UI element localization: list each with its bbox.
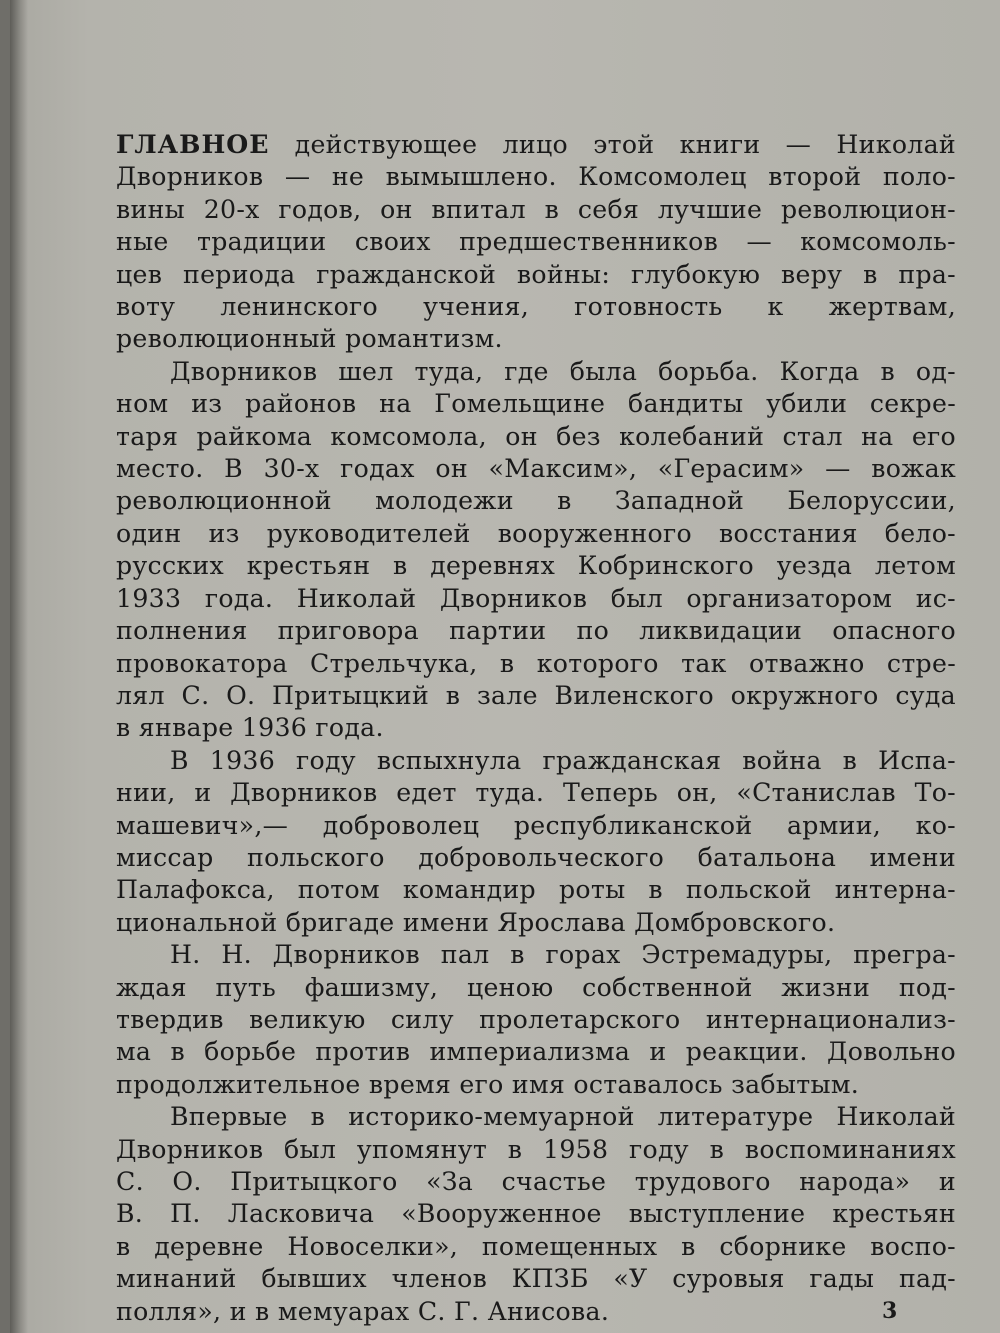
text-line: ма в борьбе против империализма и реакции. Довольно bbox=[116, 1037, 956, 1067]
paragraph-4 bbox=[116, 939, 956, 1101]
text-line: ные традиции своих предшественников — комсомоль- bbox=[116, 227, 956, 257]
text-line: Дворников — не вымышлено. Комсомолец второй поло- bbox=[116, 162, 956, 192]
text-line: миссар польского добровольческого батальона имени bbox=[116, 842, 956, 872]
text-line: лял С. О. Притыцкий в зале Виленского окружного суда bbox=[116, 680, 956, 710]
book-page bbox=[10, 0, 1000, 1333]
text-line: машевич»,— доброволец республиканской армии, ко- bbox=[116, 810, 956, 840]
text-line: нии, и Дворников едет туда. Теперь он, «Станислав То- bbox=[116, 778, 956, 808]
text-line: вины 20-х годов, он впитал в себя лучшие революцион- bbox=[116, 194, 956, 224]
text-line: провокатора Стрельчука, в которого так отважно стре- bbox=[116, 648, 956, 678]
text-line: 1933 года. Николай Дворников был организатором ис- bbox=[116, 583, 956, 613]
text-line: таря райкома комсомола, он без колебаний стал на его bbox=[116, 421, 956, 451]
paragraph-5 bbox=[116, 1101, 956, 1328]
text-line: Н. Н. Дворников пал в горах Эстремадуры, прегра- bbox=[170, 940, 956, 970]
text-line: революционной молодежи в Западной Белоруссии, bbox=[116, 486, 956, 516]
text-line: место. В 30-х годах он «Максим», «Герасим» — вожак bbox=[116, 454, 956, 484]
text-line: В 1936 году вспыхнула гражданская война в Испа- bbox=[170, 745, 956, 775]
paragraph-2 bbox=[116, 356, 956, 745]
page-binding-edge bbox=[10, 0, 28, 1333]
text-line: в январе 1936 года. bbox=[116, 713, 384, 743]
text-line: С. О. Притыцкого «За счастье трудового народа» и bbox=[116, 1167, 956, 1196]
text-line: полнения приговора партии по ликвидации опасного bbox=[116, 616, 956, 646]
text-line: Дворников был упомянут в 1958 году в воспоминаниях bbox=[116, 1134, 956, 1164]
paragraph-3 bbox=[116, 745, 956, 939]
text-line: циональной бригаде имени Ярослава Домбровского. bbox=[116, 907, 836, 937]
text-line: продолжительное время его имя оставалось забытым. bbox=[116, 1069, 860, 1099]
text-line: в деревне Новоселки», помещенных в сборнике воспо- bbox=[116, 1231, 956, 1261]
lead-word: ГЛАВНОЕ bbox=[116, 129, 270, 159]
text-line: ждая путь фашизму, ценою собственной жизни под- bbox=[116, 972, 956, 1002]
main-text bbox=[116, 128, 956, 1328]
text-line: полля», и в мемуарах С. Г. Анисова. bbox=[116, 1296, 610, 1326]
text-line-content: действующее лицо этой книги — Николай bbox=[294, 130, 956, 159]
paragraph-1 bbox=[116, 128, 956, 356]
text-line: русских крестьян в деревнях Кобринского уезда летом bbox=[116, 551, 956, 581]
text-line: Палафокса, потом командир роты в польской интерна- bbox=[116, 875, 956, 905]
text-line: В. П. Ласковича «Вооруженное выступление крестьян bbox=[116, 1199, 956, 1229]
text-line: Впервые в историко-мемуарной литературе Николай bbox=[170, 1102, 956, 1132]
text-line: революционный романтизм. bbox=[116, 324, 503, 354]
page-number: 3 bbox=[882, 1298, 898, 1324]
text-line: Дворников шел туда, где была борьба. Когда в од- bbox=[170, 356, 956, 386]
text-line: твердив великую силу пролетарского интернационализ- bbox=[116, 1004, 956, 1034]
text-line: ном из районов на Гомельщине бандиты убили секре- bbox=[116, 389, 956, 419]
text-line: один из руководителей вооруженного восстания бело- bbox=[116, 518, 956, 548]
text-line: воту ленинского учения, готовность к жертвам, bbox=[116, 292, 956, 322]
text-line: минаний бывших членов КПЗБ «У суровыя гады пад- bbox=[116, 1264, 956, 1294]
text-line bbox=[116, 128, 956, 161]
text-line: цев периода гражданской войны: глубокую веру в пра- bbox=[116, 259, 956, 289]
